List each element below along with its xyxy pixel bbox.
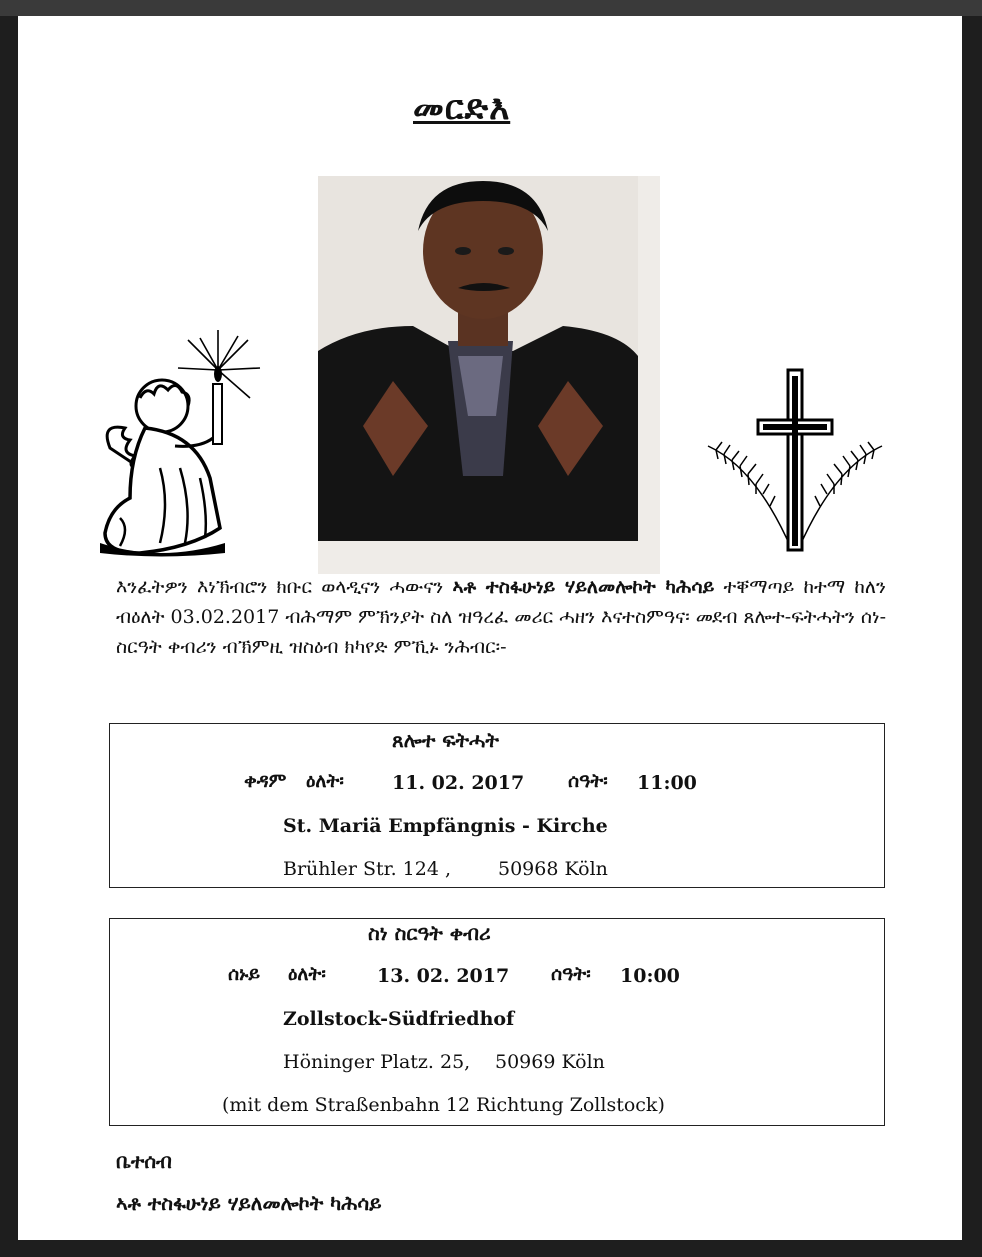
document-page [18, 16, 962, 1240]
prayer-date-label: ዕለት፡ [306, 770, 344, 792]
intro-text-start: እንፈትዎን እነኽብሮን ክቡር ወላዲናን ሓውናን [116, 576, 444, 598]
prayer-date: 11. 02. 2017 [392, 772, 525, 794]
deceased-name: ኣቶ ተስፋሁነይ ሃይለመሎኮት ካሕሳይ [452, 576, 715, 598]
cross-palm-icon [706, 368, 884, 556]
prayer-city: 50968 Köln [498, 858, 608, 880]
angel-candle-icon [100, 328, 265, 560]
burial-city: 50969 Köln [495, 1051, 605, 1073]
family-name: ኣቶ ተስፋሁነይ ሃይለመሎኮት ካሕሳይ [116, 1191, 382, 1215]
prayer-street: Brühler Str. 124 , [283, 858, 452, 880]
portrait-photo [318, 176, 660, 574]
burial-street: Höninger Platz. 25, [283, 1051, 471, 1073]
prayer-place: St. Mariä Empfängnis - Kirche [283, 815, 608, 837]
intro-text-end: ተቐማጣይ ከተማ ከለን ብዕለት 03.02.2017 ብሕማም ምኽንያት ስለ ዝዓረፈ መሪር ሓዘን እናተስምዓና፡ መደብ ጸሎተ-ፍትሓትን ሰነ-ስርዓት ቀብሪን ብኽምዚ ዝስዕብ ክካየድ ምኺኑ ንሕብር፡- [116, 576, 886, 658]
burial-transport-note: (mit dem Straßenbahn 12 Richtung Zollstock) [222, 1094, 665, 1116]
prayer-time: 11:00 [637, 772, 697, 794]
burial-time-label: ሰዓት፡ [551, 963, 591, 985]
window-top-bar [0, 0, 982, 16]
prayer-service-box [109, 723, 885, 888]
prayer-time-label: ሰዓት፡ [568, 770, 608, 792]
prayer-heading: ጸሎተ ፍትሓት [392, 728, 499, 752]
announcement-paragraph [116, 572, 886, 662]
burial-date-label: ዕለት፡ [288, 963, 326, 985]
page-title: መርድእ [413, 88, 511, 128]
burial-day-label: ሰኑይ [228, 963, 261, 985]
burial-date: 13. 02. 2017 [377, 965, 510, 987]
burial-place: Zollstock-Südfriedhof [283, 1008, 515, 1030]
burial-service-box [109, 918, 885, 1126]
burial-heading: ስነ ስርዓት ቀብሪ [368, 921, 491, 945]
prayer-day-label: ቀዳም [244, 770, 287, 792]
burial-time: 10:00 [620, 965, 680, 987]
family-label: ቤተሰብ [116, 1149, 172, 1173]
